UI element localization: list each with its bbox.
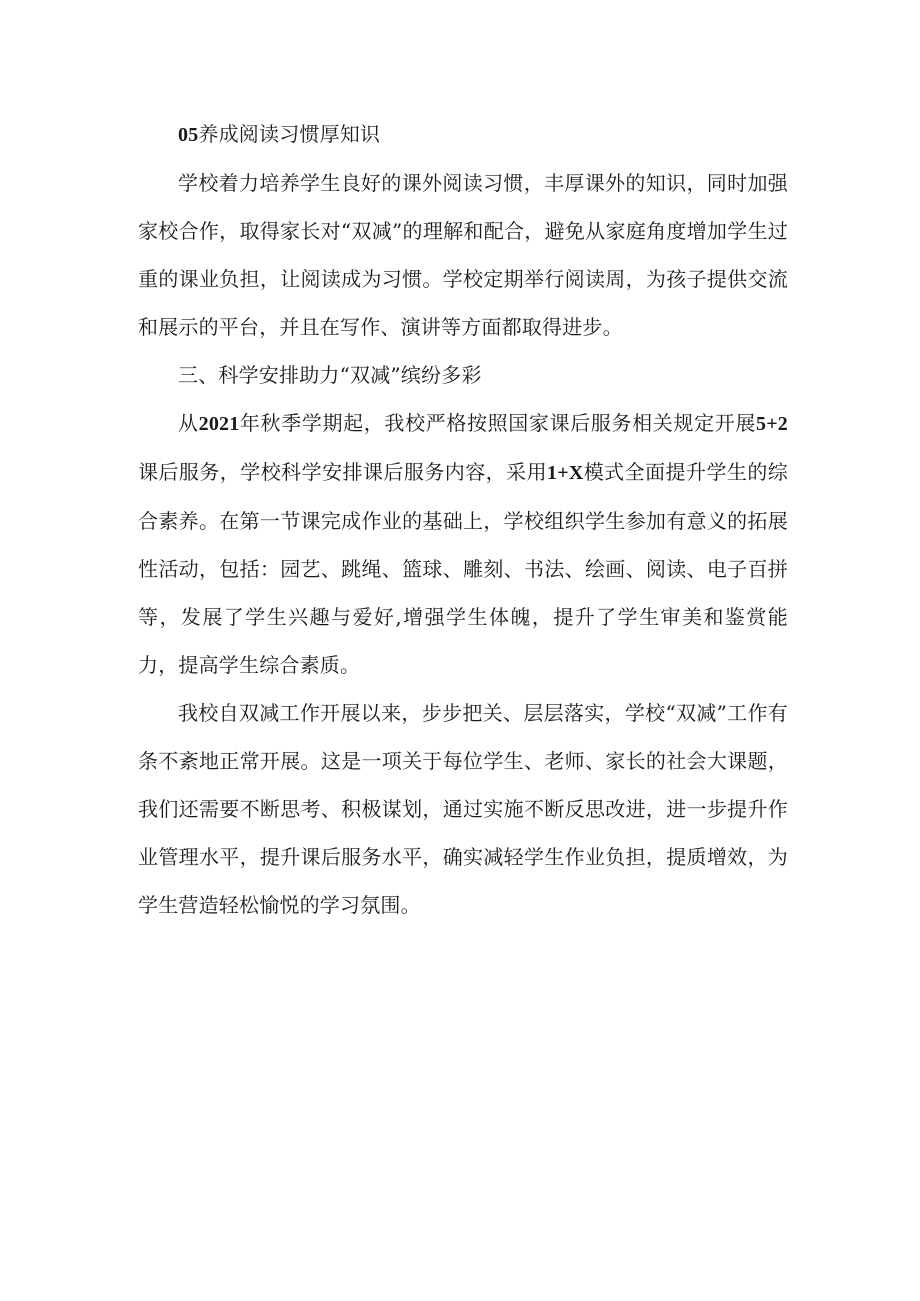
service-model-number: 5+2 — [756, 413, 789, 435]
heading-number: 05 — [178, 124, 199, 146]
document-body — [138, 110, 788, 929]
section-heading-05 — [138, 110, 788, 159]
section-heading-3: 三、科学安排助力“双减”缤纷多彩 — [178, 363, 482, 387]
text-run: 年秋季学期起，我校严格按照国家课后服务相关规定开展 — [239, 411, 757, 435]
heading-text: 养成阅读习惯厚知识 — [198, 122, 381, 146]
text-run: 从 — [178, 411, 199, 435]
paragraph-conclusion: 我校自双减工作开展以来，步步把关、层层落实，学校“双减”工作有条不紊地正常开展。这是一项关于每位学生、老师、家长的社会大课题，我们还需要不断思考、积极谋划，通过实施不断反思改进，进一步提升作业管理水平，提升课后服务水平，确实减轻学生作业负担，提质增效，为学生营造轻松愉悦的学习氛围。 — [138, 701, 788, 917]
text-run: 课后服务，学校科学安排课后服务内容，采用 — [138, 460, 548, 484]
paragraph-reading-habit: 学校着力培养学生良好的课外阅读习惯，丰厚课外的知识，同时加强家校合作，取得家长对“双减”的理解和配合，避免从家庭角度增加学生过重的课业负担，让阅读成为习惯。学校定期举行阅读周，为孩子提供交流和展示的平台，并且在写作、演讲等方面都取得进步。 — [138, 171, 788, 339]
text-run: 模式全面提升学生的综合素养。在第一节课完成作业的基础上，学校组织学生参加有意义的拓展性活动，包括：园艺、跳绳、篮球、雕刻、书法、绘画、阅读、电子百拼等，发展了学生兴趣与爱好,增强学生体魄，提升了学生审美和鉴赏能力，提高学生综合素质。 — [138, 460, 788, 677]
paragraph-after-school-service — [138, 399, 788, 689]
mode-number: 1+X — [547, 462, 584, 484]
year-number: 2021 — [198, 413, 240, 435]
